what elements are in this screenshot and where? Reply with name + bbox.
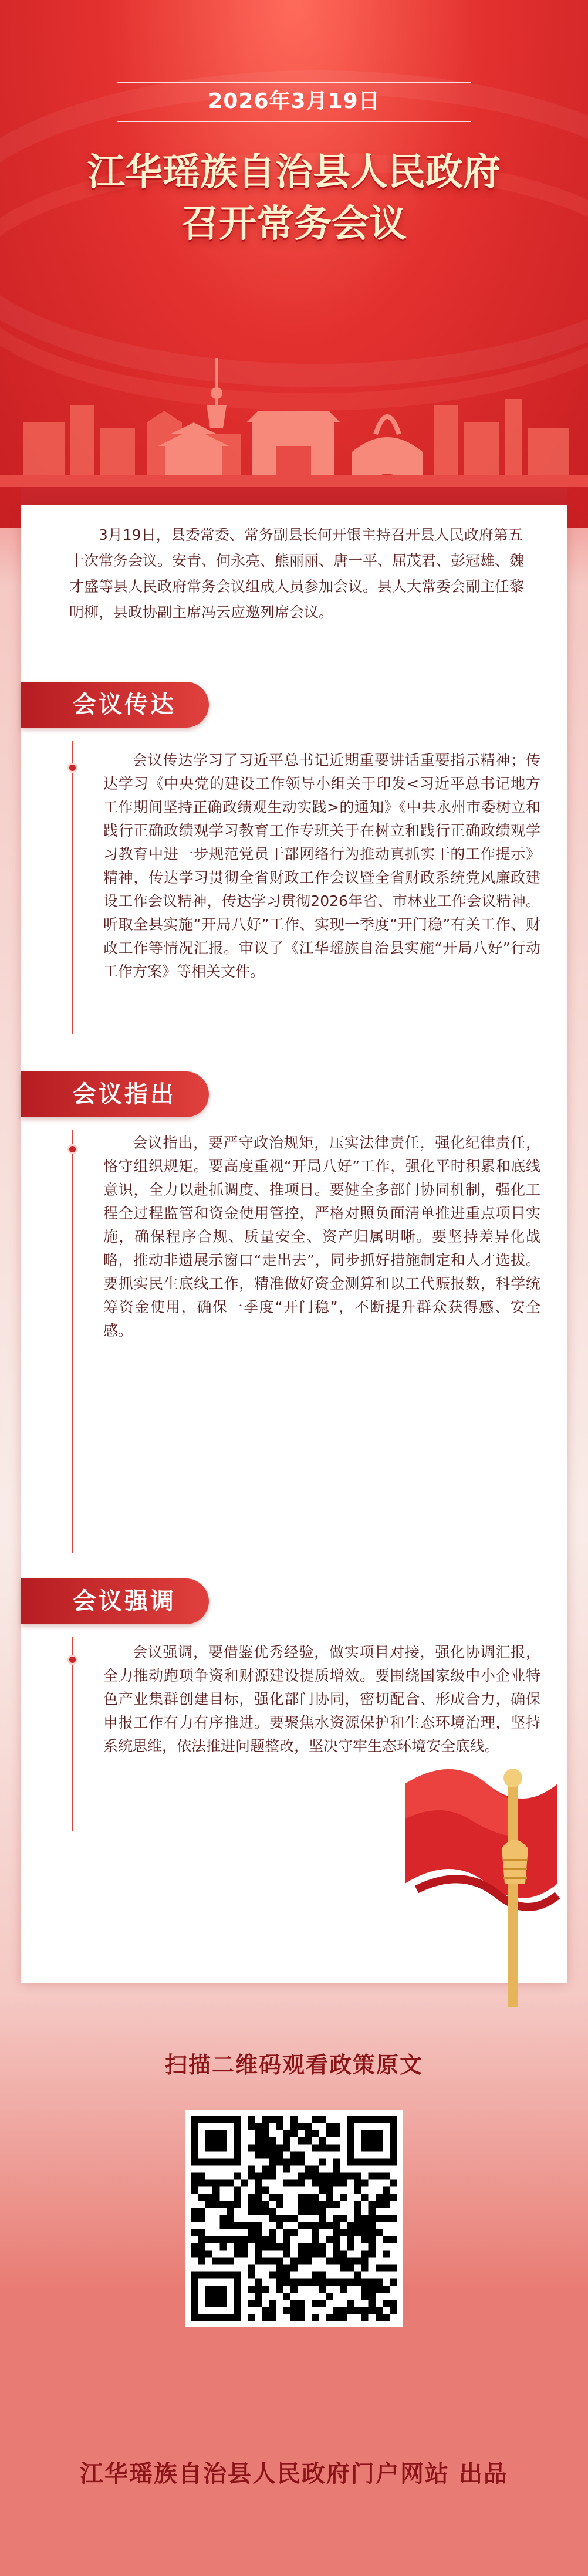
section-body-stress: 会议强调，要借鉴优秀经验，做实项目对接，强化协调汇报，全力推动跑项争资和财源建设提质增效。要围绕国家级中小企业特色产业集群创建目标，强化部门协同，密切配合、形成合力，确保申报工作有力有序推进。要聚焦水资源保护和生态环境治理，坚持系统思维，依法推进问题整改，坚决守牢生态环境安全底线。 (103, 1644, 540, 1754)
timeline-dot (67, 1655, 77, 1665)
date-rule-top (117, 82, 471, 83)
page-title-line2: 召开常务会议 (181, 202, 407, 246)
timeline-line (72, 1637, 73, 1831)
red-flag-illustration (381, 1749, 575, 2007)
qr-code-image[interactable] (191, 2116, 397, 2321)
timeline-line (72, 1130, 73, 1553)
section-heading-convey (21, 682, 209, 728)
timeline-line (72, 741, 73, 1034)
section-heading-text: 会议指出 (73, 1081, 176, 1108)
section-heading-text: 会议传达 (73, 691, 176, 718)
section-heading-text: 会议强调 (73, 1588, 176, 1615)
section-heading-stress (21, 1578, 209, 1624)
section-body-convey: 会议传达学习了习近平总书记近期重要讲话重要指示精神；传达学习《中央党的建设工作领导小组关于印发<习近平总书记地方工作期间坚持正确政绩观生动实践>的通知》《中共永州市委树立和践行正确政绩观学习教育工作专班关于在树立和践行正确政绩观学习教育中进一步规范党员干部网络行为推动真抓实干的工作提示》精神，传达学习贯彻全省财政工作会议暨全省财政系统党风廉政建设工作会议精神，传达学习贯彻2026年省、市林业工作会议精神。听取全县实施“开局八好”工作、实现一季度“开门稳”有关工作、财政工作等情况汇报。审议了《江华瑶族自治县实施“开局八好”行动工作方案》等相关文件。 (103, 752, 540, 980)
timeline-dot (67, 763, 77, 773)
page-title-line1: 江华瑶族自治县人民政府 (87, 151, 501, 194)
section-body-point: 会议指出，要严守政治规矩，压实法律责任，强化纪律责任，恪守组织规矩。要高度重视“开局八好”工作，强化平时积累和底线意识，全力以赴抓调度、推项目。要健全多部门协同机制，强化工程全过程监管和资金使用管控，严格对照负面清单推进重点项目实施，确保程序合规、质量安全、资产归属明晰。要坚持差异化战略，推动非遗展示窗口“走出去”，同步抓好措施制定和人才选拔。要抓实民生底线工作，精准做好资金测算和以工代赈报数，科学统筹资金使用，确保一季度“开门稳”，不断提升群众获得感、安全感。 (103, 1134, 540, 1339)
date-rule-bottom (117, 121, 471, 122)
date-bar (117, 82, 471, 121)
qr-code[interactable] (185, 2110, 403, 2327)
intro-paragraph: 3月19日，县委常委、常务副县长何开银主持召开县人民政府第五十次常务会议。安青、何永亮、熊丽丽、唐一平、屈茂君、彭冠雄、魏才盛等县人民政府常务会议组成人员参加会议。县人大常委会副主任黎明柳，县政协副主席冯云应邀列席会议。 (69, 526, 525, 621)
header-banner (0, 0, 588, 528)
city-skyline-illustration (0, 334, 588, 487)
publisher-credit: 江华瑶族自治县人民政府门户网站 出品 (80, 2460, 508, 2487)
timeline-dot (67, 1144, 77, 1154)
section-heading-point (21, 1071, 209, 1117)
scan-prompt: 扫描二维码观看政策原文 (164, 2052, 423, 2078)
meeting-date: 2026年3月19日 (208, 89, 380, 113)
